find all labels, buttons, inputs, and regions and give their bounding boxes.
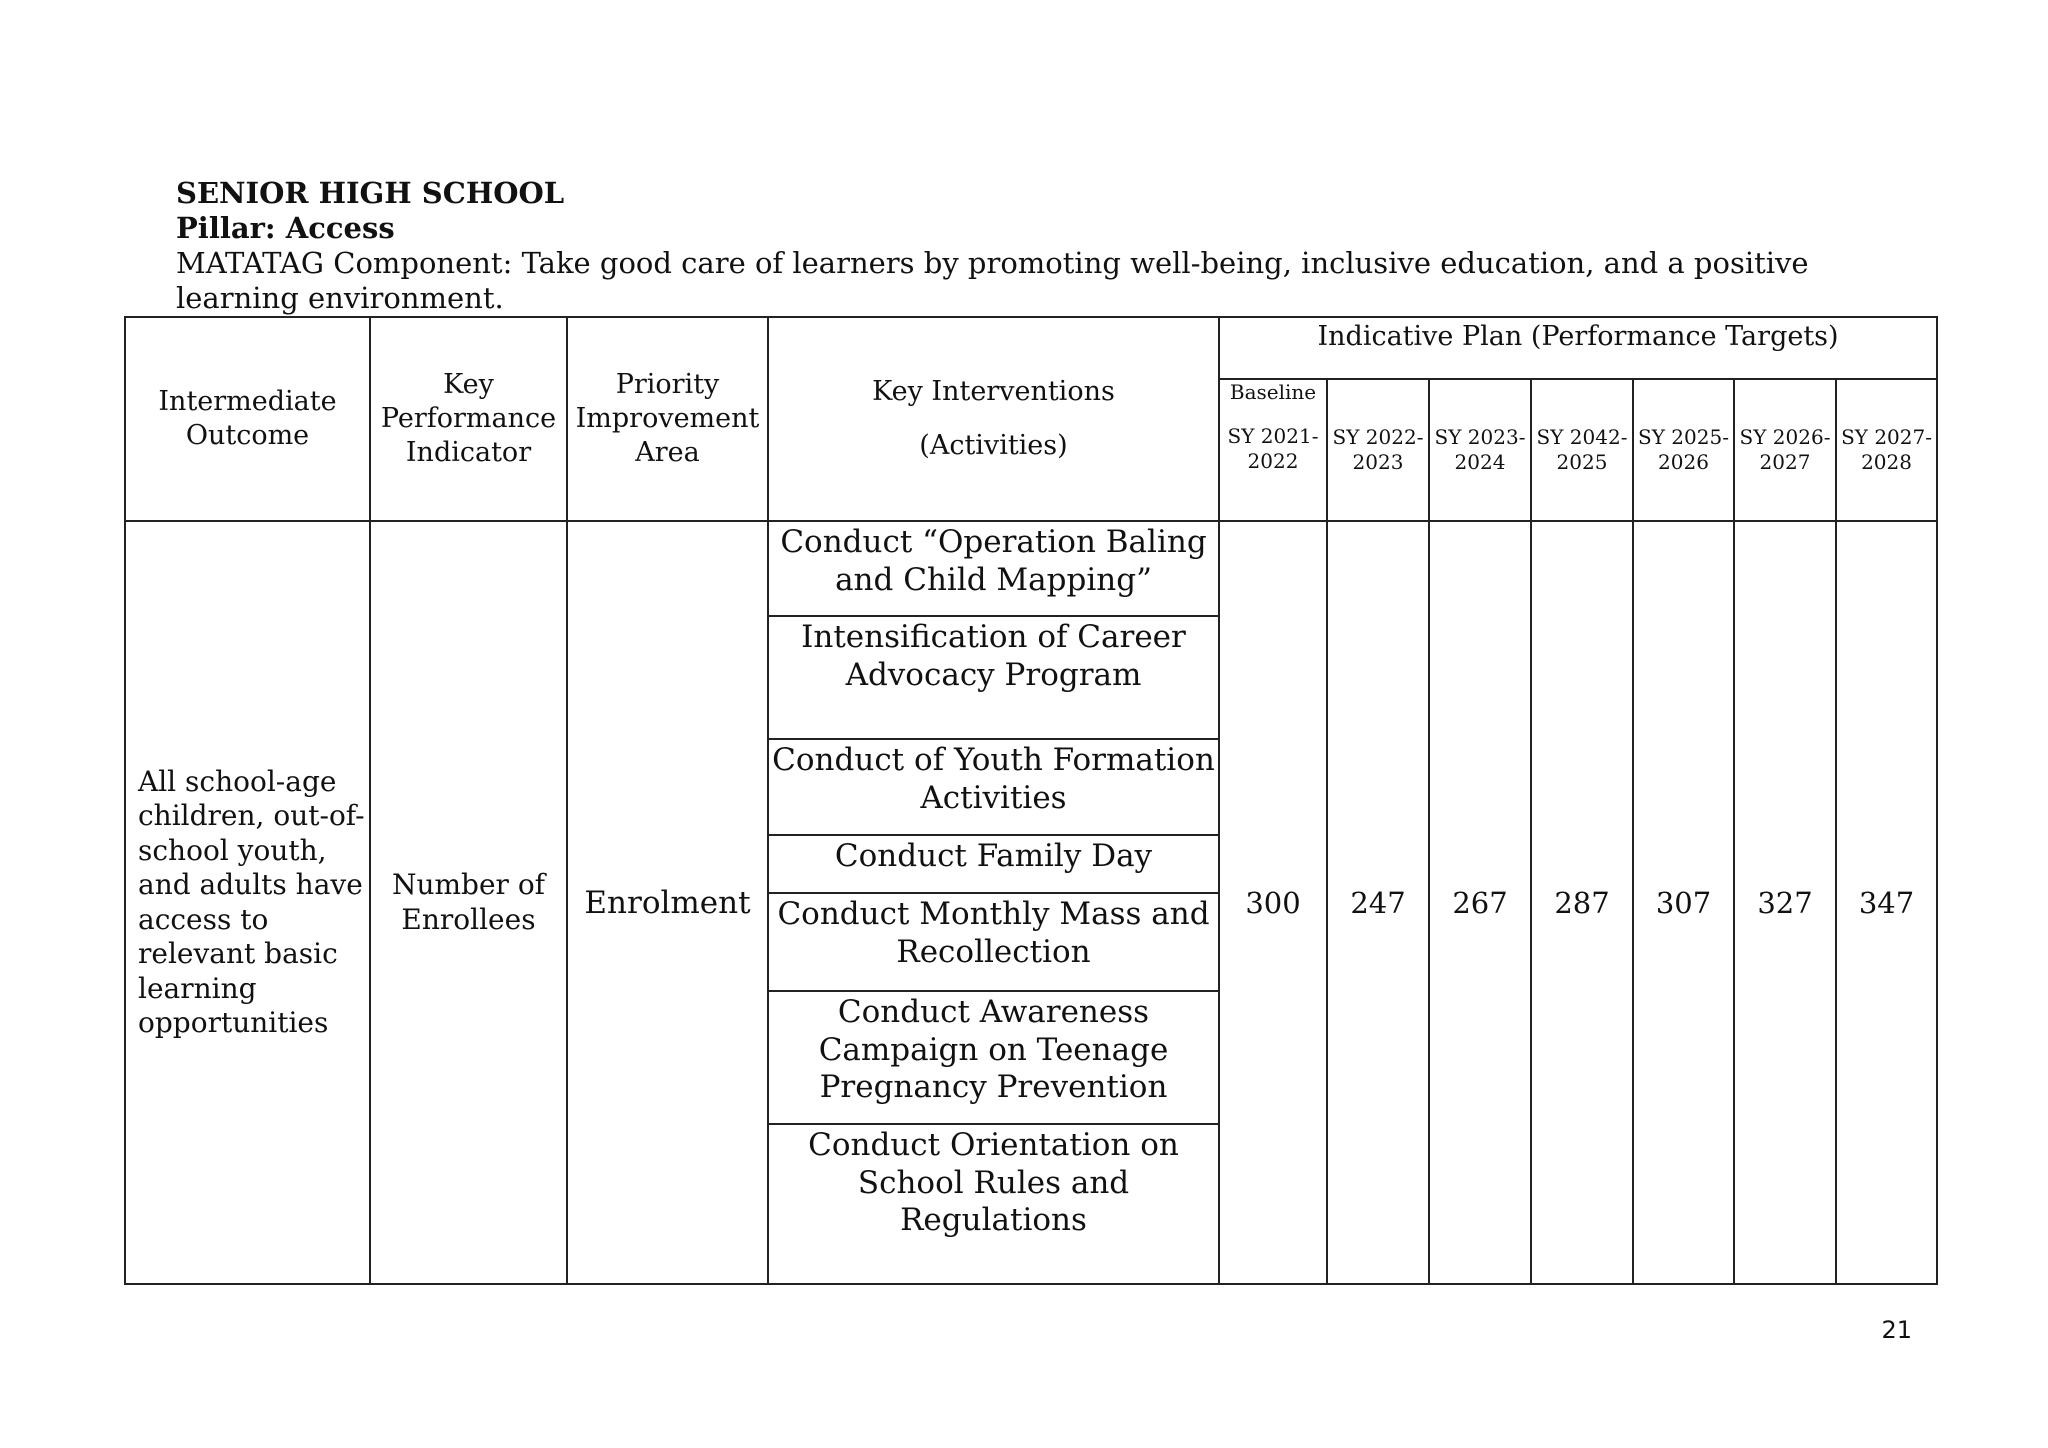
target-value: 307 (1633, 521, 1734, 1284)
header-year: SY 2023-2024 (1429, 379, 1531, 521)
header-year: SY 2042-2025 (1531, 379, 1633, 521)
header-key-performance-indicator: Key Performance Indicator (370, 317, 567, 521)
header-year: SY 2026-2027 (1734, 379, 1836, 521)
header-year: SY 2027-2028 (1836, 379, 1937, 521)
header-key-interventions-label: Key Interventions (872, 376, 1115, 407)
header-activities-label: (Activities) (919, 430, 1068, 461)
header-year: SY 2025-2026 (1633, 379, 1734, 521)
target-value: 247 (1327, 521, 1429, 1284)
intervention-item: Conduct Awareness Campaign on Teenage Pregnancy Prevention (768, 991, 1219, 1124)
intervention-item: Conduct Monthly Mass and Recollection (768, 893, 1219, 991)
intermediate-outcome-cell: All school-age children, out-of-school youth, and adults have access to relevant basic learning opportunities (125, 521, 370, 1284)
section-title: SENIOR HIGH SCHOOL (176, 176, 565, 210)
header-year: SY 2022-2023 (1327, 379, 1429, 521)
header-baseline-label: Baseline (1229, 380, 1317, 404)
intervention-item: Conduct of Youth Formation Activities (768, 739, 1219, 835)
intervention-item: Conduct Orientation on School Rules and Regulations (768, 1124, 1219, 1284)
header-baseline (1219, 379, 1327, 521)
baseline-value: 300 (1219, 521, 1327, 1284)
header-key-interventions (768, 317, 1219, 521)
performance-targets-table (124, 316, 1938, 1285)
target-value: 347 (1836, 521, 1937, 1284)
target-value: 287 (1531, 521, 1633, 1284)
intervention-item: Intensification of Career Advocacy Program (768, 616, 1219, 739)
priority-area-cell: Enrolment (567, 521, 768, 1284)
kpi-cell: Number of Enrollees (370, 521, 567, 1284)
matatag-component-text: MATATAG Component: Take good care of learners by promoting well-being, inclusive education, and a positive learning environment. (176, 246, 1809, 315)
document-heading (176, 176, 1876, 316)
page-number: 21 (1881, 1316, 1912, 1344)
header-priority-improvement-area: Priority Improvement Area (567, 317, 768, 521)
header-indicative-plan: Indicative Plan (Performance Targets) (1219, 317, 1937, 379)
header-intermediate-outcome: Intermediate Outcome (125, 317, 370, 521)
target-value: 327 (1734, 521, 1836, 1284)
intervention-item: Conduct “Operation Baling and Child Mapping” (768, 521, 1219, 616)
pillar-label: Pillar: Access (176, 211, 395, 245)
target-value: 267 (1429, 521, 1531, 1284)
intervention-item: Conduct Family Day (768, 835, 1219, 893)
header-baseline-year: SY 2021-2022 (1227, 424, 1319, 473)
